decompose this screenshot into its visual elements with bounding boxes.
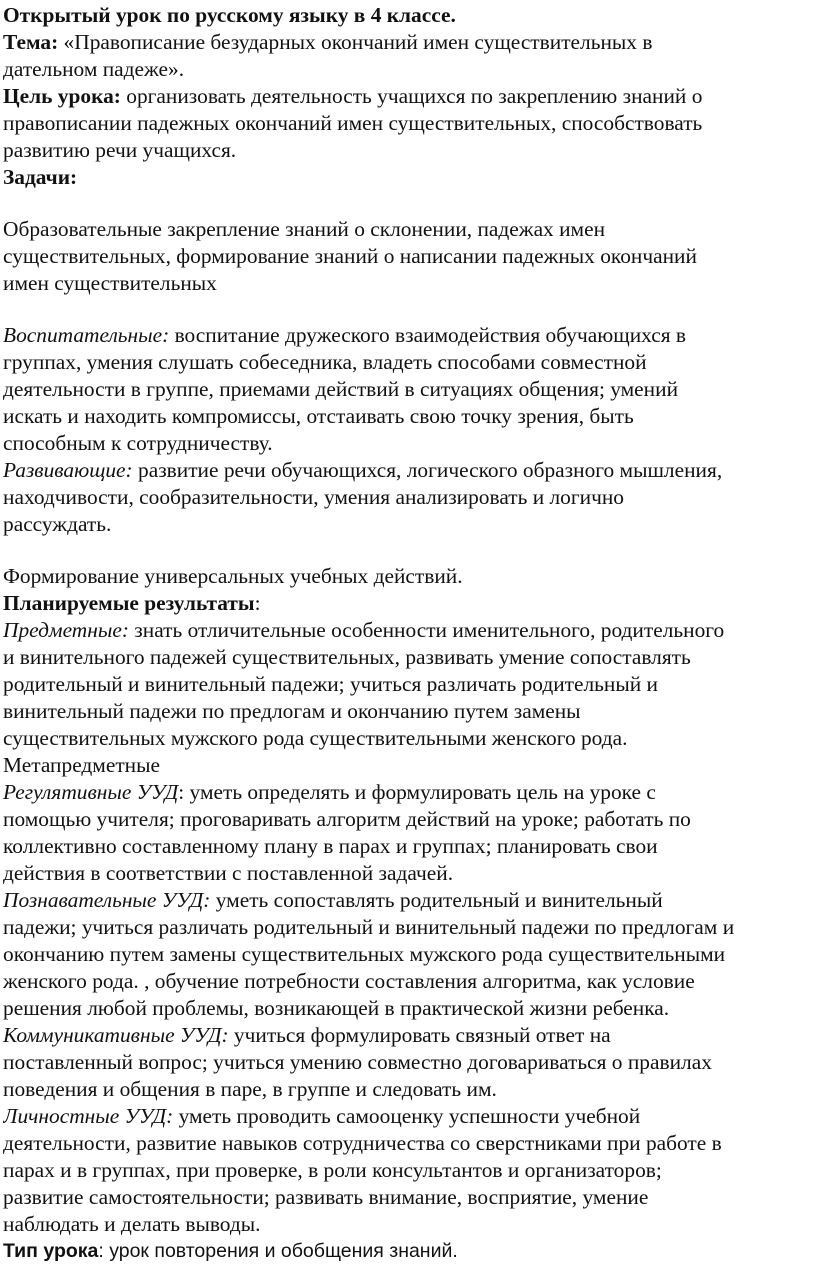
- regulatory-line-1: [3, 779, 814, 806]
- planned-results-colon: :: [254, 591, 261, 615]
- planned-results-heading: [3, 590, 814, 617]
- subject-text: знать отличительные особенности именительного, родительного: [128, 618, 725, 642]
- topic-text: «Правописание безударных окончаний имен существительных в: [58, 30, 653, 54]
- developing-line-1: [3, 457, 814, 484]
- personal-line-5: наблюдать и делать выводы.: [3, 1212, 261, 1236]
- communicative-label: Коммуникативные УУД:: [3, 1023, 229, 1047]
- cognitive-line-1: [3, 887, 814, 914]
- spacer: [3, 191, 814, 216]
- subject-line-2: и винительного падежей существительных, развивать умение сопоставлять: [3, 645, 691, 669]
- personal-line-4: развитие самостоятельности; развивать внимание, восприятие, умение: [3, 1185, 649, 1209]
- document-title: Открытый урок по русскому языку в 4 классе.: [3, 3, 456, 27]
- developing-line-3: рассуждать.: [3, 512, 112, 536]
- subject-line-5: существительных мужского рода существительными женского рода.: [3, 726, 628, 750]
- personal-line-3: парах и в группах, при проверке, в роли консультантов и организаторов;: [3, 1158, 662, 1182]
- communicative-line-1: [3, 1022, 814, 1049]
- tasks-heading: Задачи:: [3, 165, 78, 189]
- regulatory-line-4: действия в соответствии с поставленной задачей.: [3, 861, 454, 885]
- metasubject-label: Метапредметные: [3, 753, 160, 777]
- developing-text: развитие речи обучающихся, логического образного мышления,: [132, 458, 723, 482]
- upbringing-text: воспитание дружеского взаимодействия обучающихся в: [169, 323, 686, 347]
- cognitive-line-3: окончанию путем замены существительных мужского рода существительными: [3, 942, 726, 966]
- planned-results-label: Планируемые результаты: [3, 591, 255, 615]
- communicative-text: учиться формулировать связный ответ на: [228, 1023, 611, 1047]
- topic-label: Тема:: [3, 30, 59, 54]
- cognitive-label: Познавательные УУД:: [3, 888, 211, 912]
- educational-line-3: имен существительных: [3, 271, 217, 295]
- lesson-type-text: : урок повторения и обобщения знаний.: [98, 1240, 458, 1262]
- spacer: [3, 538, 814, 563]
- topic-line-2: дательном падеже».: [3, 57, 185, 81]
- personal-line-1: [3, 1103, 814, 1130]
- cognitive-text: уметь сопоставлять родительный и винительный: [210, 888, 663, 912]
- regulatory-line-2: помощью учителя; проговаривать алгоритм действий на уроке; работать по: [3, 807, 691, 831]
- goal-line-3: развитию речи учащихся.: [3, 138, 237, 162]
- uud-formation: Формирование универсальных учебных действий.: [3, 564, 463, 588]
- lesson-type-label: Тип урока: [3, 1240, 99, 1262]
- subject-line-3: родительный и винительный падежи; учиться различать родительный и: [3, 672, 658, 696]
- developing-line-2: находчивости, сообразительности, умения анализировать и логично: [3, 485, 624, 509]
- cognitive-line-4: женского рода. , обучение потребности составления алгоритма, как условие: [3, 969, 695, 993]
- communicative-line-3: поведения и общения в паре, в группе и следовать им.: [3, 1077, 497, 1101]
- regulatory-line-3: коллективно составленному плану в парах и группах; планировать свои: [3, 834, 658, 858]
- developing-label: Развивающие:: [3, 458, 133, 482]
- upbringing-label: Воспитательные:: [3, 323, 170, 347]
- subject-line-4: винительный падежи по предлогам и окончанию путем замены: [3, 699, 581, 723]
- educational-line-1: Образовательные закрепление знаний о склонении, падежах имен: [3, 217, 606, 241]
- subject-line-1: [3, 617, 814, 644]
- goal-line-2: правописании падежных окончаний имен существительных, способствовать: [3, 111, 703, 135]
- upbringing-line-3: деятельности в группе, приемами действий в ситуациях общения; умений: [3, 377, 679, 401]
- cognitive-line-2: падежи; учиться различать родительный и винительный падежи по предлогам и: [3, 915, 735, 939]
- spacer: [3, 297, 814, 322]
- subject-label: Предметные:: [3, 618, 129, 642]
- upbringing-line-1: [3, 322, 814, 349]
- upbringing-line-5: способным к сотрудничеству.: [3, 431, 273, 455]
- personal-line-2: деятельности, развитие навыков сотрудничества со сверстниками при работе в: [3, 1131, 722, 1155]
- upbringing-line-2: группах, умения слушать собеседника, владеть способами совместной: [3, 350, 647, 374]
- personal-label: Личностные УУД:: [3, 1104, 174, 1128]
- goal-text: организовать деятельность учащихся по закреплению знаний о: [120, 84, 703, 108]
- upbringing-line-4: искать и находить компромиссы, отстаивать свою точку зрения, быть: [3, 404, 634, 428]
- cognitive-line-5: решения любой проблемы, возникающей в практической жизни ребенка.: [3, 996, 670, 1020]
- goal-line-1: [3, 83, 814, 110]
- document-page: [0, 2, 814, 1265]
- regulatory-label: Регулятивные УУД: [3, 780, 179, 804]
- topic-line-1: [3, 29, 814, 56]
- goal-label: Цель урока:: [3, 84, 121, 108]
- personal-text: уметь проводить самооценку успешности учебной: [173, 1104, 641, 1128]
- lesson-type-line: [3, 1238, 814, 1265]
- educational-line-2: существительных, формирование знаний о написании падежных окончаний: [3, 244, 697, 268]
- communicative-line-2: поставленный вопрос; учиться умению совместно договариваться о правилах: [3, 1050, 712, 1074]
- regulatory-text: : уметь определять и формулировать цель на уроке с: [178, 780, 656, 804]
